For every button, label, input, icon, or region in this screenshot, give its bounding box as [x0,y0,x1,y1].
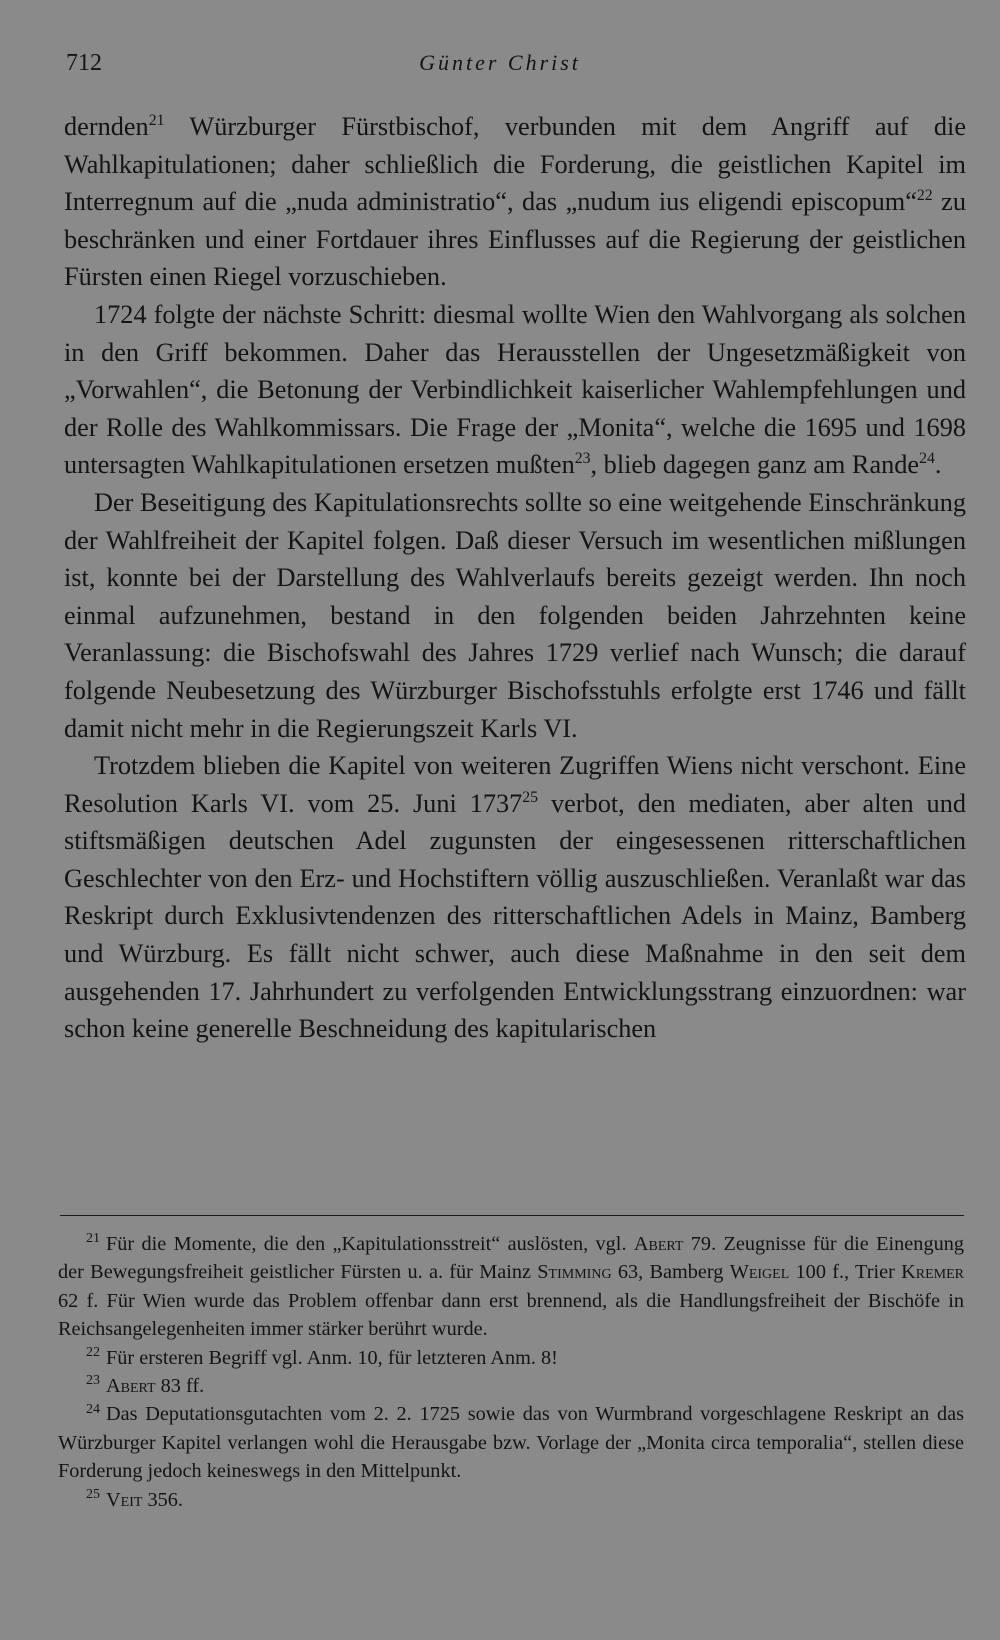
text-span: dernden [64,112,149,141]
footnote-ref-23: 23 [574,450,591,468]
text-span: Trotzdem blieben die Kapitel von weiteren Zugriffen Wiens nicht verschont. Eine Resolution Karls VI. vom 25. Juni 1737 [64,751,966,818]
footnote-number: 25 [86,1486,100,1502]
footnote-divider [60,1215,964,1216]
footnote-number: 21 [86,1231,100,1247]
body-text [64,108,966,1048]
text-span: 79. Zeugnisse für die Einengung der Bewegungsfreiheit geistlicher Fürsten u. a. für Mainz [58,1233,965,1284]
footnote-number: 23 [86,1373,100,1389]
footnote-22 [58,1344,964,1372]
page-header [0,50,1000,84]
paragraph-1 [64,108,966,296]
footnote-number: 24 [86,1401,100,1417]
footnote-ref-22: 22 [916,187,933,205]
text-span: zu beschränken und einer Fortdauer ihres Einflusses auf die Regierung der geistlichen Fürsten einen Riegel vorzuschieben. [64,187,966,292]
text-span: 100 f., Trier [789,1261,902,1284]
text-span: 62 f. Für Wien wurde das Problem offenbar dann erst brennend, als die Handlungsfreiheit der Bischöfe in Reichsangelegenheiten immer stärker berührt wurde. [58,1289,964,1341]
text-span: Für ersteren Begriff vgl. Anm. 10, für letzteren Anm. 8! [106,1346,558,1369]
author-name: Stimming [537,1261,612,1284]
footnote-21 [58,1230,964,1344]
footnote-24 [58,1400,964,1485]
footnote-ref-25: 25 [522,788,539,806]
text-span: Das Deputationsgutachten vom 2. 2. 1725 sowie das von Wurmbrand vorgeschlagene Reskript an das Würzburger Kapitel verlangen wohl die Herausgabe bzw. Vorlage der „Monita circa temporalia“, stellen diese Forderung jedoch keineswegs in den Mittelpunkt. [58,1403,964,1483]
text-span: 83 ff. [155,1375,205,1398]
footnote-ref-24: 24 [919,450,935,468]
text-span: Würzburger Fürstbischof, verbunden mit dem Angriff auf die Wahlkapitulationen; daher schließlich die Forderung, die geistlichen Kapitel im Interregnum auf die „nuda administratio“, das „nudum ius eligendi episcopum“ [64,112,966,217]
author-name: Veit [106,1488,143,1511]
footnote-23 [58,1372,964,1400]
author-name: Kremer [901,1261,964,1284]
footnotes [58,1230,964,1514]
footnote-ref-21: 21 [148,112,165,130]
page-number: 712 [66,50,102,76]
footnote-number: 22 [86,1344,100,1360]
text-span: 63, Bamberg [611,1261,730,1284]
text-span: . [934,450,942,480]
paragraph-2 [64,296,966,484]
author-name: Abert [633,1233,684,1255]
author-name: Abert [106,1375,156,1398]
paragraph-4 [64,747,966,1048]
text-span: , blieb dagegen ganz am Rande [590,450,920,480]
text-span: 356. [142,1488,183,1511]
text-span: Für die Momente, die den „Kapitulationsstreit“ auslösten, vgl. [106,1233,634,1255]
running-title: Günter Christ [419,50,581,75]
footnote-25 [58,1486,964,1514]
text-span: verbot, den mediaten, aber alten und stiftsmäßigen deutschen Adel zugunsten der eingesessenen ritterschaftlichen Geschlechter von den Erz- und Hochstiftern völlig auszuschließen. Veranlaßt war das Reskript durch Exklusivtendenzen des ritterschaftlichen Adels in Mainz, Bamberg und Würzburg. Es fällt nicht schwer, auch diese Maßnahme in den seit dem ausgehenden 17. Jahrhundert zu verfolgenden Entwicklungsstrang einzuordnen: war schon keine generelle Beschneidung des kapitularischen [64,788,967,1044]
author-name: Weigel [729,1261,790,1284]
text-span: 1724 folgte der nächste Schritt: diesmal wollte Wien den Wahlvorgang als solchen in den Griff bekommen. Daher das Herausstellen der Ungesetzmäßigkeit von „Vorwahlen“, die Betonung der Verbindlichkeit kaiserlicher Wahlempfehlungen und der Rolle des Wahlkommissars. Die Frage der „Monita“, welche die 1695 und 1698 untersagten Wahlkapitulationen ersetzen mußten [64,299,966,480]
paragraph-3: Der Beseitigung des Kapitulationsrechts sollte so eine weitgehende Einschränkung der Wahlfreiheit der Kapitel folgen. Daß dieser Versuch im wesentlichen mißlungen ist, konnte bei der Darstellung des Wahlverlaufs bereits gezeigt werden. Ihn noch einmal aufzunehmen, bestand in den folgenden beiden Jahrzehnten keine Veranlassung: die Bischofswahl des Jahres 1729 verlief nach Wunsch; die darauf folgende Neubesetzung des Würzburger Bischofsstuhls erfolgte erst 1746 und fällt damit nicht mehr in die Regierungszeit Karls VI. [64,487,966,743]
